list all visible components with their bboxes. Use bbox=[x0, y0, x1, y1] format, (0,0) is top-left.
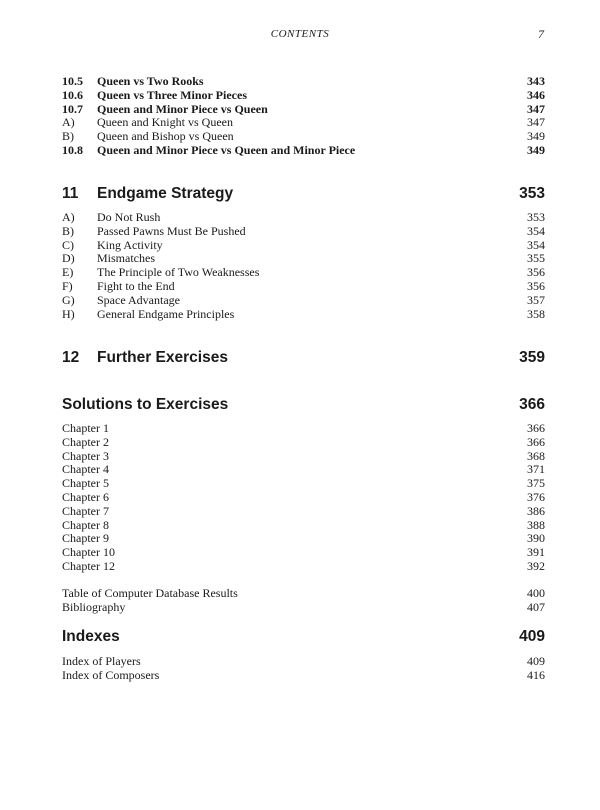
toc-entry[interactable]: A) Do Not Rush 353 bbox=[62, 210, 545, 224]
toc-entry[interactable]: Chapter 12 392 bbox=[62, 558, 545, 573]
toc-entry[interactable]: Chapter 10 391 bbox=[62, 545, 545, 560]
chapter-heading[interactable]: 12 Further Exercises 359 bbox=[62, 349, 545, 366]
toc-entry[interactable]: Chapter 3 368 bbox=[62, 448, 545, 463]
toc-entry[interactable]: F) Fight to the End 356 bbox=[62, 278, 545, 293]
toc-entry[interactable]: G) Space Advantage 357 bbox=[62, 292, 545, 307]
chapter-heading[interactable]: 11 Endgame Strategy 353 bbox=[62, 185, 545, 202]
chapter-11-section bbox=[62, 183, 545, 205]
toc-entry[interactable]: Chapter 4 371 bbox=[62, 462, 545, 477]
toc-entry[interactable]: 10.8 Queen and Minor Piece vs Queen and Minor Piece 349 bbox=[62, 142, 545, 157]
section-heading[interactable]: Indexes 409 bbox=[62, 628, 545, 645]
toc-entry[interactable]: Bibliography 407 bbox=[62, 599, 545, 614]
solutions-entries bbox=[62, 422, 545, 574]
toc-entry[interactable]: Chapter 5 375 bbox=[62, 476, 545, 491]
indexes-section bbox=[62, 626, 545, 648]
toc-entry[interactable]: Chapter 1 366 bbox=[62, 421, 545, 435]
section-heading[interactable]: Solutions to Exercises 366 bbox=[62, 396, 545, 413]
toc-entry[interactable]: Table of Computer Database Results 400 bbox=[62, 586, 545, 600]
toc-entry[interactable]: A) Queen and Knight vs Queen 347 bbox=[62, 115, 545, 130]
toc-entry[interactable]: C) King Activity 354 bbox=[62, 237, 545, 252]
chapter-11-entries bbox=[62, 211, 545, 321]
toc-entry[interactable]: Chapter 2 366 bbox=[62, 434, 545, 449]
toc-entry[interactable]: 10.5 Queen vs Two Rooks 343 bbox=[62, 74, 545, 88]
solutions-section bbox=[62, 394, 545, 416]
section-10-entries bbox=[62, 75, 545, 158]
indexes-entries bbox=[62, 655, 545, 683]
header-page-number: 7 bbox=[538, 27, 544, 41]
toc-entry[interactable]: H) General Endgame Principles 358 bbox=[62, 306, 545, 321]
toc-entry[interactable]: Chapter 8 388 bbox=[62, 517, 545, 532]
toc-entry[interactable]: B) Passed Pawns Must Be Pushed 354 bbox=[62, 223, 545, 238]
toc-entry[interactable]: Index of Players 409 bbox=[62, 654, 545, 668]
chapter-12-section bbox=[62, 347, 545, 369]
toc-entry[interactable]: Chapter 9 390 bbox=[62, 531, 545, 546]
toc-entry[interactable]: Chapter 6 376 bbox=[62, 489, 545, 504]
header-title: CONTENTS bbox=[270, 28, 330, 40]
toc-entry[interactable]: E) The Principle of Two Weaknesses 356 bbox=[62, 265, 545, 280]
extras-entries bbox=[62, 587, 545, 615]
toc-entry[interactable]: D) Mismatches 355 bbox=[62, 251, 545, 266]
toc-entry[interactable]: Index of Composers 416 bbox=[62, 667, 545, 682]
toc-entry[interactable]: 10.7 Queen and Minor Piece vs Queen 347 bbox=[62, 101, 545, 116]
toc-entry[interactable]: B) Queen and Bishop vs Queen 349 bbox=[62, 129, 545, 144]
toc-entry[interactable]: 10.6 Queen vs Three Minor Pieces 346 bbox=[62, 87, 545, 102]
toc-entry[interactable]: Chapter 7 386 bbox=[62, 503, 545, 518]
